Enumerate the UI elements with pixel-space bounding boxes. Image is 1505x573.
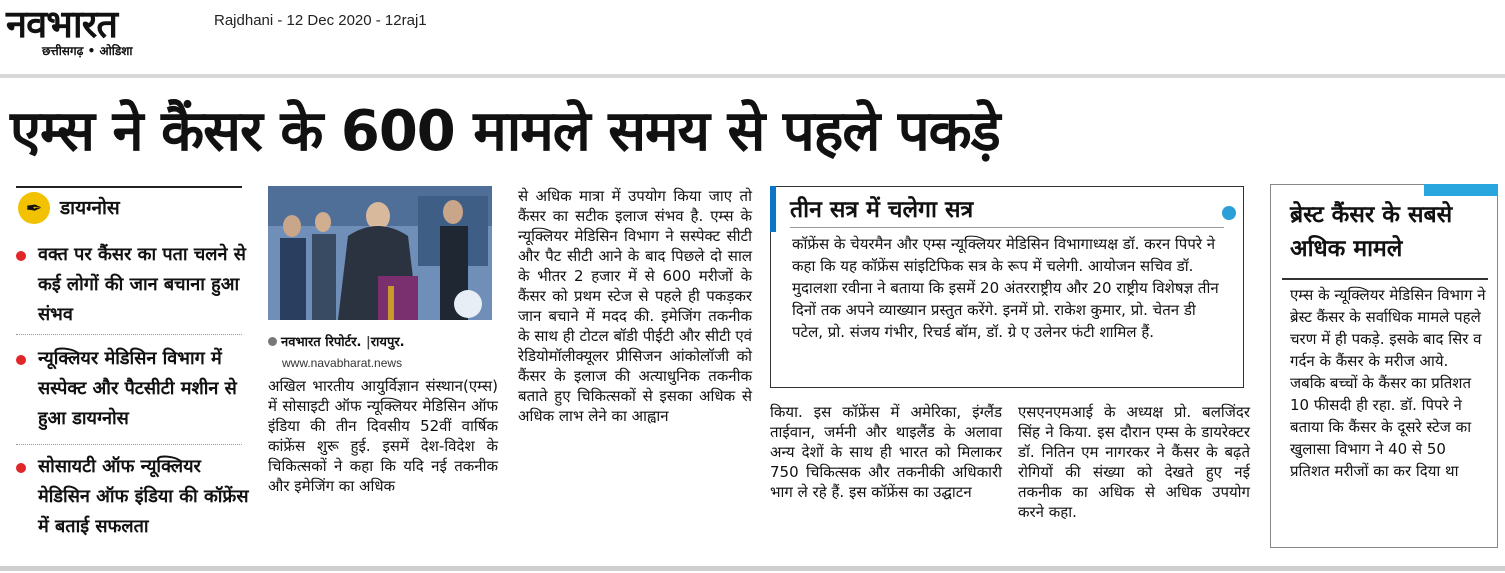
right-box-title: ब्रेस्ट कैंसर के सबसे अधिक मामले: [1290, 202, 1453, 262]
bullet-divider: [16, 444, 242, 445]
byline: नवभारत रिपोर्टर. |रायपुर.: [268, 332, 405, 350]
box-accent-bar: [770, 186, 776, 232]
sidebar-bullet: [16, 344, 250, 434]
article-column-2: [518, 186, 752, 426]
byline-city: रायपुर.: [370, 335, 405, 350]
news-photo: [268, 186, 492, 320]
top-divider: [0, 74, 1505, 78]
website-url: www.navabharat.news: [282, 356, 403, 370]
sidebar-bullet: [16, 452, 250, 542]
box-dot-icon: [1222, 206, 1236, 220]
article-text: किया. इस कॉफ्रेंस में अमेरिका, इंग्लैंड ताईवान, जर्मनी और थाइलैंड के अलावा अन्य देशों के साथ ही भारत को मिलाकर 750 चिकित्सक और तकनीकी अधिकारी भाग ले रहे हैं. इस कॉफ्रेंस का उद्घाटन: [770, 403, 1002, 501]
newspaper-logo: [6, 4, 198, 66]
bullet-text: न्यूक्लियर मेडिसिन विभाग में सस्पेक्ट और पैटसीटी मशीन से हुआ डायग्नोस: [38, 348, 237, 429]
bullet-dot-icon: [16, 355, 26, 365]
bullet-text: सोसायटी ऑफ न्यूक्लियर मेडिसिन ऑफ इंडिया की कॉफ्रेंस में बताई सफलता: [38, 456, 249, 537]
logo-name: नवभारत: [6, 2, 117, 46]
article-text: से अधिक मात्रा में उपयोग किया जाए तो कैंसर का सटीक इलाज संभव है. एम्स के न्यूक्लियर मेडिसिन विभाग ने सस्पेक्ट सीटी और पैट सीटी आने के बाद पिछले दो साल के भीतर 2 हजार में से 600 मरीजों के कैंसर को प्रथम स्टेज से पहले ही पकड़कर जान बचाने में मदद की. इमेजिंग तकनीक के साथ ही टोटल बॉडी पीईटी और सीटी एवं रेडियोमॉलीक्यूलर प्रीसिजन आंकोलॉजी को कैंसर के इलाज की अत्याधुनिक तकनीक बताते हुए चिकित्सकों से इसका अधिक से अधिक लाभ लेने का आह्वान: [518, 187, 752, 425]
box-divider: [790, 227, 1224, 228]
article-column-3: [770, 402, 1002, 502]
article-column-1: [268, 376, 498, 496]
bullet-dot-icon: [16, 251, 26, 261]
byline-reporter: नवभारत रिपोर्टर.: [281, 335, 362, 350]
pen-nib-icon: ✒: [18, 192, 50, 224]
bullet-text: वक्त पर कैंसर का पता चलने से कई लोगों की जान बचाना हुआ संभव: [38, 244, 246, 325]
edition-info: Rajdhani - 12 Dec 2020 - 12raj1: [214, 12, 427, 29]
bottom-divider: [0, 566, 1505, 571]
byline-dot-icon: [268, 337, 277, 346]
box-accent-band: [1424, 184, 1498, 196]
box-text: कॉफ्रेंस के चेयरमैन और एम्स न्यूक्लियर मेडिसिन विभागाध्यक्ष डॉ. करन पिपरे ने कहा कि यह कॉफ्रेंस सांइटिफिक सत्र के रूप में चलेगी. आयोजन सचिव डॉ. मुदालशा रवीना ने बताया कि इसमें 20 अंतरराष्ट्रीय और 20 राष्ट्रीय विशेषज्ञ तीन दिनों तक अपने व्याख्यान प्रस्तुत करेंगे. इनमें प्रो. राकेश कुमार, प्रो. चेतन डी पटेल, प्रो. संजय गंभीर, रिचर्ड बॉम, डॉ. ग्रे ए उलेनर फंटी शामिल हैं.: [792, 235, 1219, 341]
sidebar-label: डायग्नोस: [60, 197, 120, 219]
article-column-4: [1018, 402, 1250, 522]
right-box-divider: [1282, 278, 1488, 280]
article-text: अखिल भारतीय आयुर्विज्ञान संस्थान(एम्स) में सोसाइटी ऑफ न्यूक्लियर मेडिसिन ऑफ इंडिया की तीन दिवसीय 52वीं वार्षिक कांफ्रेंस शुरू हुई. इसमें देश-विदेश के चिकित्सकों ने कहा कि यदि नई तकनीक और इमेजिंग का अधिक: [268, 377, 498, 495]
bullet-dot-icon: [16, 463, 26, 473]
sidebar-header: [16, 186, 242, 222]
article-text: एसएनएमआई के अध्यक्ष प्रो. बलजिंदर सिंह ने किया. इस दौरान एम्स के डायरेक्टर डॉ. नितिन एम नागरकर ने कैंसर के बढ़ते रोगियों की संख्या को देखते हुए नई तकनीक का अधिक से अधिक उपयोग करने कहा.: [1018, 403, 1250, 521]
photo-illustration: [268, 186, 492, 320]
headline: एम्स ने कैंसर के 600 मामले समय से पहले पकड़े: [10, 99, 1000, 164]
right-box-text: एम्स के न्यूक्लियर मेडिसिन विभाग ने ब्रेस्ट कैंसर के सर्वाधिक मामले पहले चरण में ही पकड़े. इसके बाद सिर व गर्दन के कैंसर के मरीज आये. जबकि बच्चों के कैंसर का प्रतिशत 10 फीसदी ही रहा. डॉ. पिपरे ने बताया कि कैंसर के दूसरे स्टेज का खुलासा विभाग ने 40 से 50 प्रतिशत मरीजों का कर दिया था: [1290, 286, 1486, 480]
sidebar-bullet: [16, 240, 250, 330]
box-title: तीन सत्र में चलेगा सत्र: [790, 197, 974, 223]
bullet-divider: [16, 334, 242, 335]
logo-region: छत्तीसगढ़ • ओडिशा: [42, 44, 133, 58]
